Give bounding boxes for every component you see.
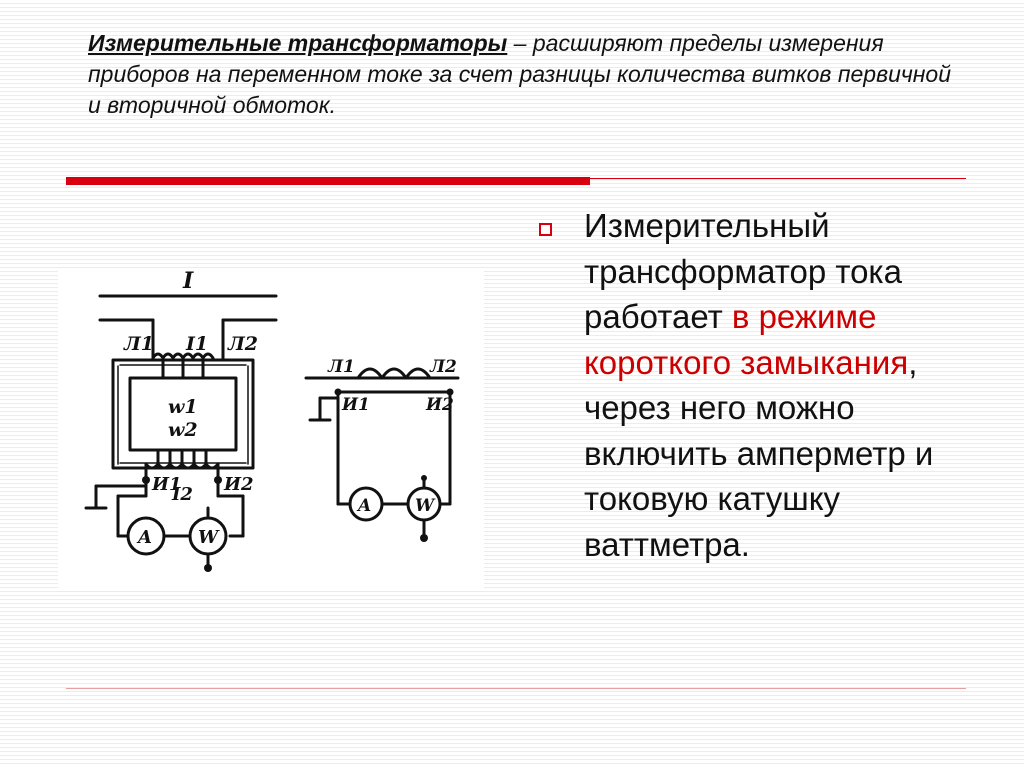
footer-divider: [66, 688, 966, 689]
label-secondary-start: И1: [152, 474, 182, 495]
bullet-highlight: в режиме короткого замыкания: [584, 298, 909, 381]
title-divider-thin: [590, 178, 966, 179]
label-winding-primary: w1: [168, 396, 198, 418]
title-rest: – расширяют пределы измерения приборов на переменном токе за счет разницы количества витков первичной и вторичной обмоток.: [88, 30, 952, 118]
title-term: Измерительные трансформаторы: [88, 30, 508, 56]
label-secondary-end: И2: [224, 474, 254, 495]
ammeter-label: A: [138, 527, 152, 548]
schematic-label-secondary-end: И2: [426, 395, 454, 415]
label-winding-secondary: w2: [168, 419, 198, 441]
square-bullet-icon: [539, 223, 552, 236]
label-primary-start: Л1: [124, 333, 155, 355]
label-primary-current: I1: [186, 333, 209, 355]
bullet-part1: Измерительный трансформатор тока работает: [584, 207, 902, 335]
transformer-diagram: [58, 268, 484, 588]
schematic-label-primary-end: Л2: [430, 357, 457, 377]
wattmeter-label: W: [198, 527, 219, 548]
label-primary-end: Л2: [228, 333, 259, 355]
bullet-text: [584, 203, 964, 567]
slide-title: [88, 28, 968, 121]
schematic-ammeter-label: A: [358, 496, 372, 516]
title-divider-thick: [66, 177, 590, 185]
bullet-part2: , через него можно включить амперметр и токовую катушку ваттметра.: [584, 343, 934, 563]
schematic-label-primary-start: Л1: [328, 357, 355, 377]
schematic-wattmeter-label: W: [415, 496, 435, 516]
label-bus-current: I: [183, 268, 194, 294]
label-secondary-current: I2: [172, 484, 193, 505]
schematic-label-secondary-start: И1: [342, 395, 370, 415]
